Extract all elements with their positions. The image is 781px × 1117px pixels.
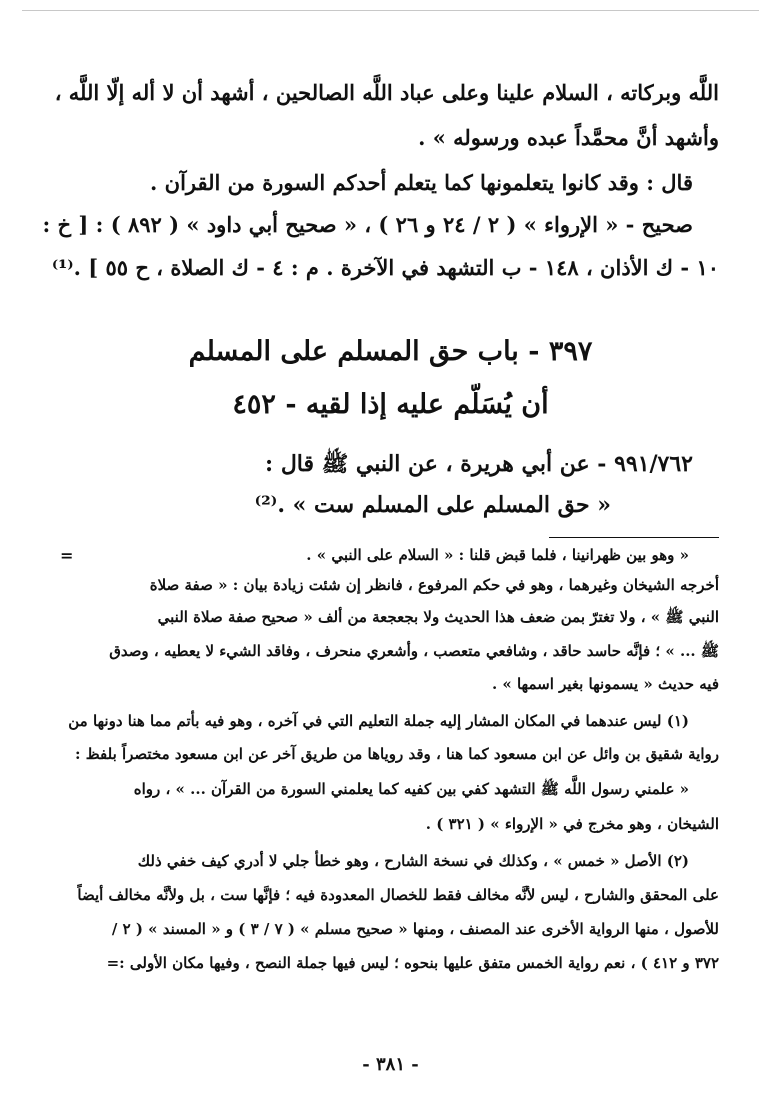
page-number: - ٣٨١ - — [362, 1054, 419, 1075]
body-line-2: وأشهد أنَّ محمَّداً عبده ورسوله » . — [418, 125, 719, 150]
footnote-line: أخرجه الشيخان وغيرهما ، وهو في حكم المرفوع ، فانظر إن شئت زيادة بيان : « صفة صلاة — [149, 576, 719, 594]
footnote-line: الشيخان ، وهو مخرج في « الإرواء » ( ٣٢١ ) . — [425, 815, 719, 833]
chapter-title-line-1: ٣٩٧ - باب حق المسلم على المسلم — [188, 336, 593, 367]
footnote-line: ٣٧٢ و ٤١٢ ) ، نعم رواية الخمس متفق عليها بنحوه ؛ ليس فيها جملة النصح ، وفيها مكان الأولى := — [106, 954, 719, 972]
footnote-line: (١) ليس عندهما في المكان المشار إليه جملة التعليم التي في آخره ، وهو فيه بأتم مما هنا دونها من — [68, 712, 689, 730]
continuation-mark: = — [60, 546, 74, 565]
footnote-line: على المحقق والشارح ، ليس لأنَّه مخالف فقط للخصال المعدودة فيه ؛ فإنَّها ست ، بل ولأنَّه مخالف أيضاً — [77, 886, 719, 904]
hadith-line-1: ٩٩١/٧٦٢ - عن أبي هريرة ، عن النبي ﷺ قال : — [265, 451, 693, 477]
footnote-line: فيه حديث « يسمونها بغير اسمها » . — [491, 675, 719, 693]
footnote-line: ﷺ ... » ؛ فإنَّه حاسد حاقد ، وشافعي متعصب ، وأشعري منحرف ، وفاقد الشيء لا يعطيه ، وصدق — [109, 642, 719, 660]
footnote-line: « وهو بين ظهرانينا ، فلما قبض قلنا : « السلام على النبي » . — [306, 546, 689, 564]
chapter-title-line-2: أن يُسَلّم عليه إذا لقيه - ٤٥٢ — [232, 389, 549, 420]
footnote-line: (٢) الأصل « خمس » ، وكذلك في نسخة الشارح ، وهو خطأ جلي لا أدري كيف خفي ذلك — [137, 852, 689, 870]
hadith-line-2: « حق المسلم على المسلم ست » .⁽²⁾ — [254, 492, 611, 518]
footnote-separator — [549, 537, 719, 538]
grading-line-1: صحيح - « الإرواء » ( ٢ / ٢٤ و ٢٦ ) ، « صحيح أبي داود » ( ٨٩٢ ) : [ خ : — [42, 212, 693, 237]
body-line-1: اللَّه وبركاته ، السلام علينا وعلى عباد اللَّه الصالحين ، أشهد أن لا أله إلّا اللَّه ، — [54, 80, 719, 105]
footnote-line: « علمني رسول اللَّه ﷺ التشهد كفي بين كفيه كما يعلمني السورة من القرآن ... » ، رواه — [133, 780, 689, 798]
footnote-line: رواية شقيق بن وائل عن ابن مسعود كما هنا ، وقد روياها من طريق آخر عن ابن مسعود مختصراً بلفظ : — [75, 745, 719, 763]
top-border-line — [22, 10, 759, 11]
grading-line-2: ١٠ - ك الأذان ، ١٤٨ - ب التشهد في الآخرة . م : ٤ - ك الصلاة ، ح ٥٥ ] .⁽¹⁾ — [51, 255, 719, 280]
footnote-line: النبي ﷺ » ، ولا تغترّ بمن ضعف هذا الحديث ولا بجعجعة من ألف « صحيح صفة صلاة النبي — [157, 608, 719, 626]
body-line-3: قال : وقد كانوا يتعلمونها كما يتعلم أحدكم السورة من القرآن . — [150, 170, 693, 195]
footnote-line: للأصول ، منها الرواية الأخرى عند المصنف ، ومنها « صحيح مسلم » ( ٧ / ٣ ) و « المسند » ( ٢ / — [111, 920, 719, 938]
